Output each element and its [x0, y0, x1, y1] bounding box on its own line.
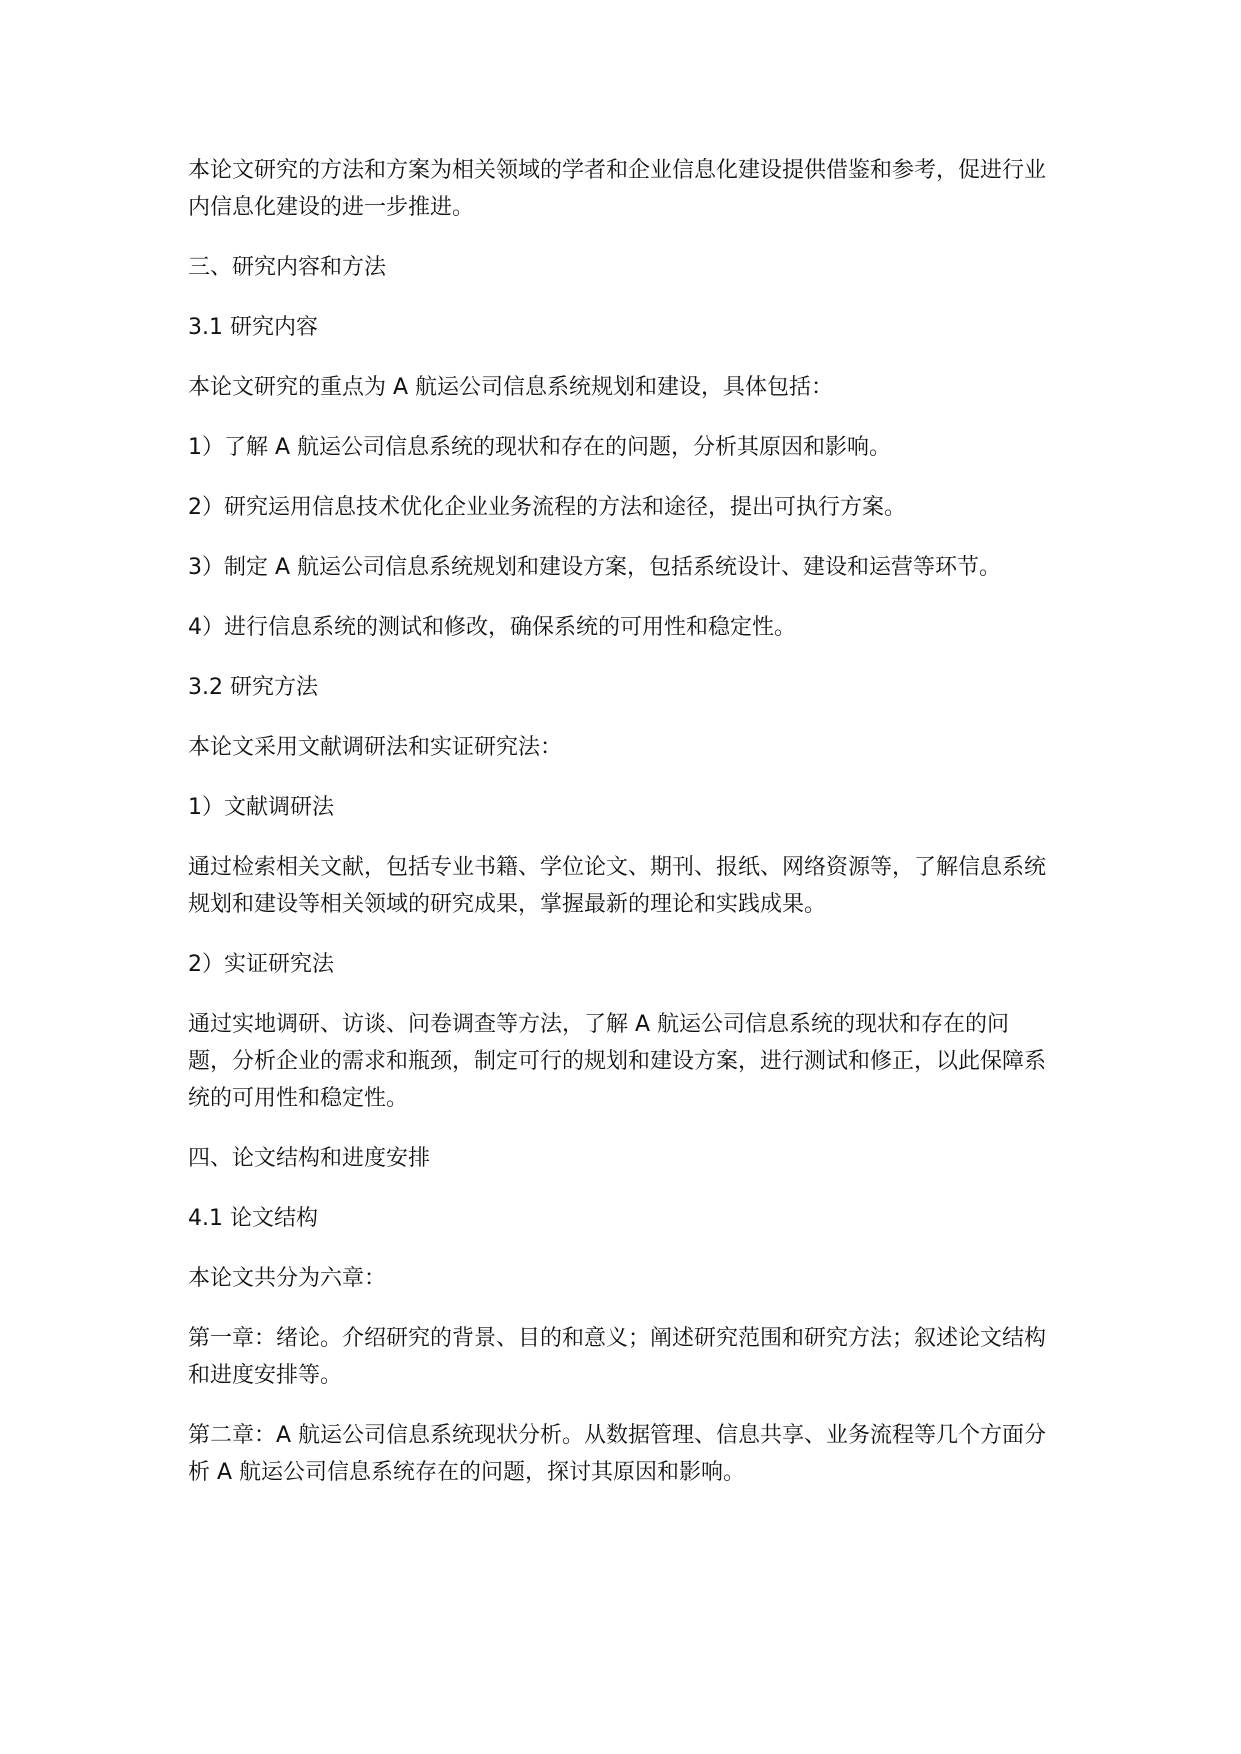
list-item-content-1: 1）了解 A 航运公司信息系统的现状和存在的问题，分析其原因和影响。 — [188, 435, 892, 460]
paragraph-chapter-1: 第一章：绪论。介绍研究的背景、目的和意义；阐述研究范围和研究方法；叙述论文结构和进度安排等。 — [188, 1326, 1047, 1388]
paragraph-intro-conclusion: 本论文研究的方法和方案为相关领域的学者和企业信息化建设提供借鉴和参考，促进行业内信息化建设的进一步推进。 — [188, 158, 1047, 220]
subsection-heading-research-content: 3.1 研究内容 — [188, 315, 318, 340]
section-heading-structure-schedule: 四、论文结构和进度安排 — [188, 1146, 431, 1171]
list-item-method-literature: 1）文献调研法 — [188, 795, 334, 820]
list-item-method-empirical: 2）实证研究法 — [188, 952, 334, 977]
document-body — [188, 152, 1048, 1514]
list-item-content-4: 4）进行信息系统的测试和修改，确保系统的可用性和稳定性。 — [188, 615, 796, 640]
list-item-content-2: 2）研究运用信息技术优化企业业务流程的方法和途径，提出可执行方案。 — [188, 495, 906, 520]
list-item-content-3: 3）制定 A 航运公司信息系统规划和建设方案，包括系统设计、建设和运营等环节。 — [188, 555, 1002, 580]
paragraph-six-chapters: 本论文共分为六章： — [188, 1266, 387, 1291]
paragraph-methods-intro: 本论文采用文献调研法和实证研究法： — [188, 735, 563, 760]
paragraph-empirical-method: 通过实地调研、访谈、问卷调查等方法，了解 A 航运公司信息系统的现状和存在的问题，分析企业的需求和瓶颈，制定可行的规划和建设方案，进行测试和修正，以此保障系统的可用性和稳定性。 — [188, 1012, 1047, 1111]
subsection-heading-research-methods: 3.2 研究方法 — [188, 675, 318, 700]
section-heading-research-content-methods: 三、研究内容和方法 — [188, 255, 387, 280]
paragraph-chapter-2: 第二章：A 航运公司信息系统现状分析。从数据管理、信息共享、业务流程等几个方面分析 A 航运公司信息系统存在的问题，探讨其原因和影响。 — [188, 1423, 1047, 1485]
subsection-heading-thesis-structure: 4.1 论文结构 — [188, 1206, 318, 1231]
paragraph-literature-method: 通过检索相关文献，包括专业书籍、学位论文、期刊、报纸、网络资源等，了解信息系统规划和建设等相关领域的研究成果，掌握最新的理论和实践成果。 — [188, 855, 1047, 917]
paragraph-research-focus: 本论文研究的重点为 A 航运公司信息系统规划和建设，具体包括： — [188, 375, 834, 400]
